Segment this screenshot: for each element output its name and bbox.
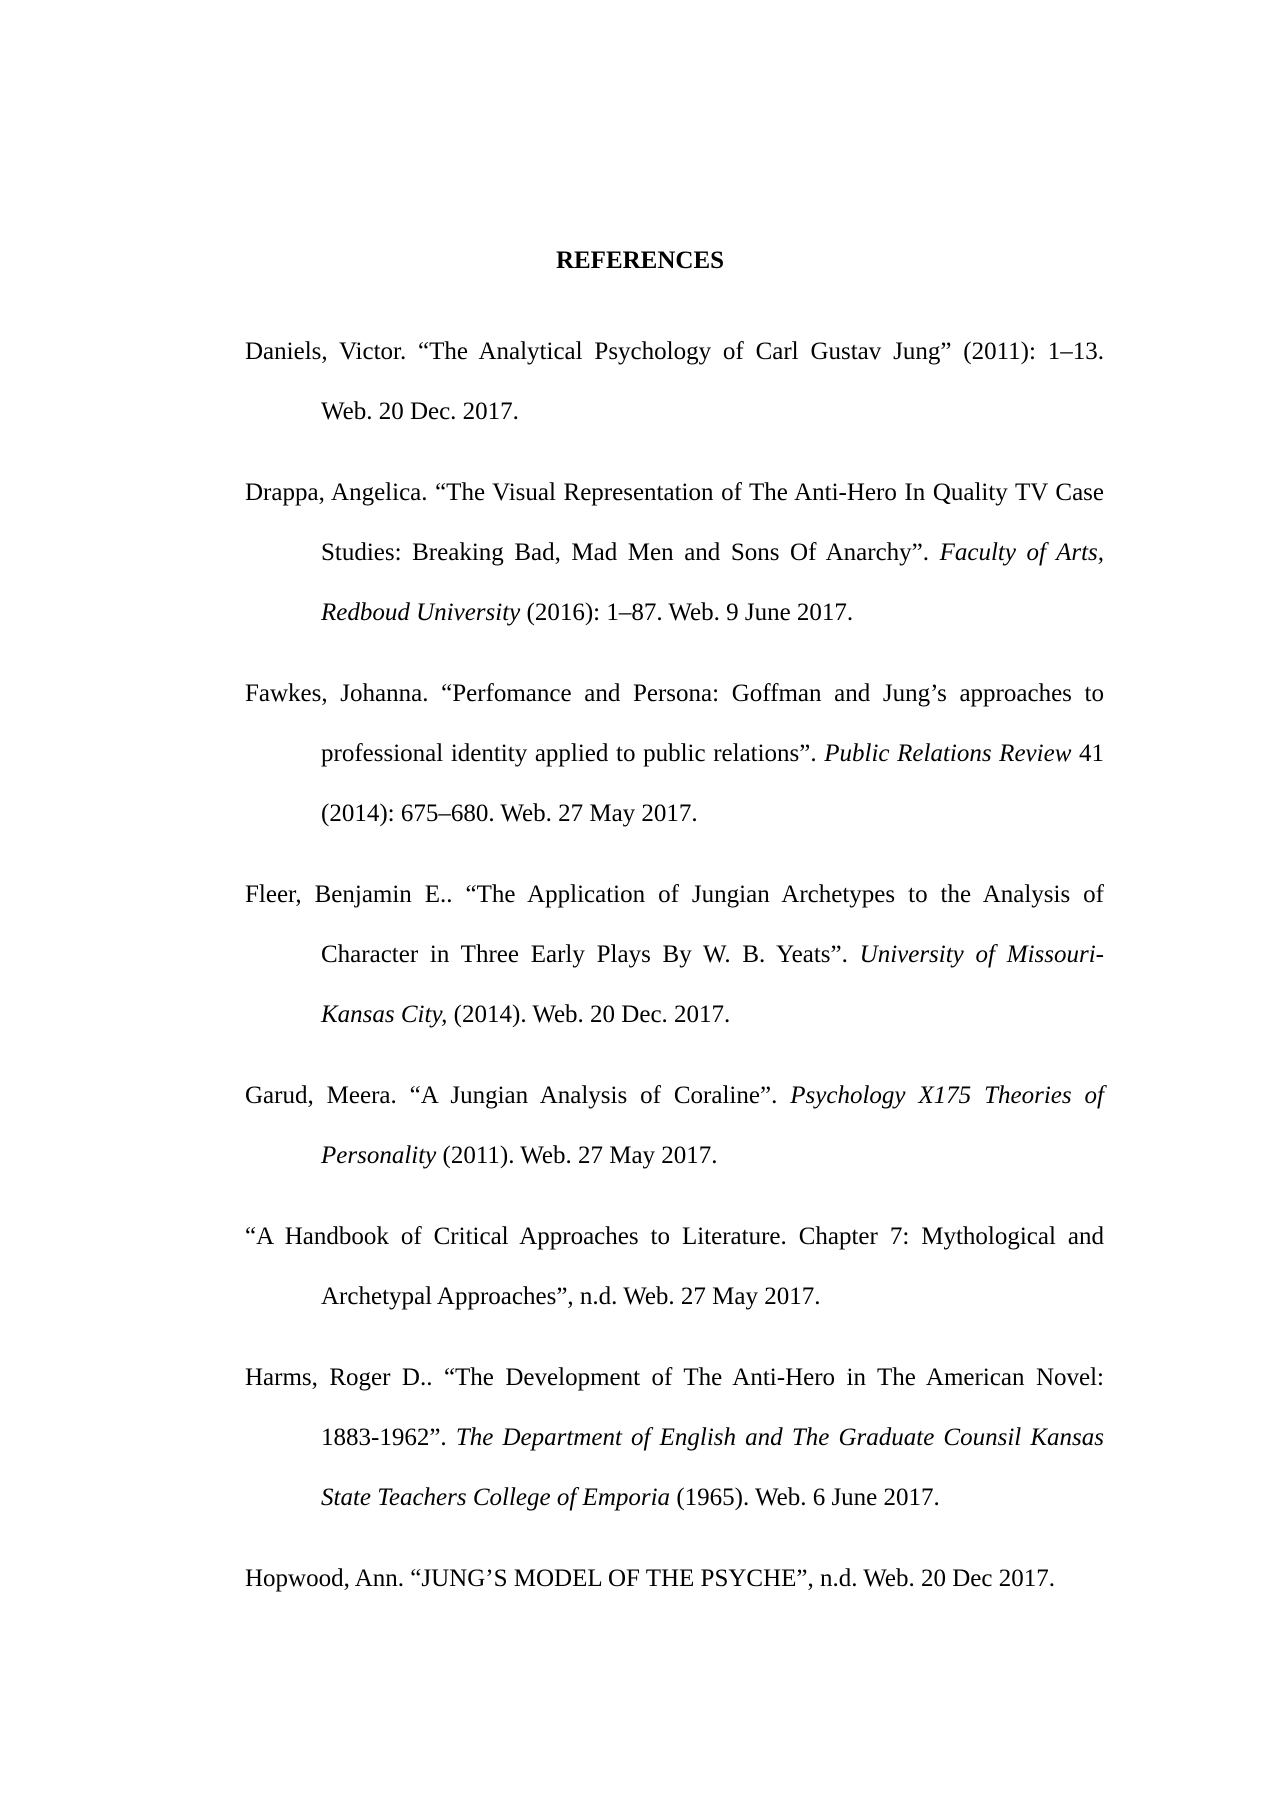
reference-entry [245,322,1104,442]
reference-list [245,322,1104,1630]
reference-text: Hopwood, Ann. “JUNG’S MODEL OF THE PSYCHE”, n.d. Web. 20 Dec 2017. [245,1565,1055,1592]
reference-text: Fleer, Benjamin E.. “The Application of Jungian Archetypes to the Analysis of Character in Three Early Plays By W. B. Yeats”. [245,881,1104,968]
reference-entry [245,1207,1104,1327]
reference-entry [245,865,1104,1045]
reference-text: “A Handbook of Critical Approaches to Literature. Chapter 7: Mythological and Archetypal Approaches”, n.d. Web. 27 May 2017. [245,1223,1104,1310]
reference-text: Garud, Meera. “A Jungian Analysis of Coraline”. [245,1082,791,1109]
reference-source: Public Relations Review [824,740,1072,767]
reference-details: (2016): 1–87. Web. 9 June 2017. [520,599,854,626]
reference-source: Psychology X175 Theories of Personality [321,1082,1104,1169]
reference-text: Harms, Roger D.. “The Development of The Anti-Hero in The American Novel: 1883-1962”. [245,1364,1104,1451]
reference-entry [245,1549,1104,1609]
reference-entry [245,664,1104,844]
reference-entry [245,1348,1104,1528]
reference-details: 41 (2014): 675–680. Web. 27 May 2017. [321,740,1104,827]
reference-entry [245,463,1104,643]
reference-text: Drappa, Angelica. “The Visual Representation of The Anti-Hero In Quality TV Case Studies: Breaking Bad, Mad Men and Sons Of Anarchy”. [245,479,1104,566]
reference-entry [245,1066,1104,1186]
page-title: REFERENCES [555,247,725,274]
reference-source: University of Missouri-Kansas City, [321,941,1104,1028]
reference-details: (2014). Web. 20 Dec. 2017. [447,1001,731,1028]
reference-details: (2011). Web. 27 May 2017. [436,1142,718,1169]
reference-source: Faculty of Arts, Redboud University [321,539,1104,626]
reference-text: Daniels, Victor. “The Analytical Psychology of Carl Gustav Jung” (2011): 1–13. Web. 20 Dec. 2017. [245,338,1104,425]
reference-text: Fawkes, Johanna. “Perfomance and Persona: Goffman and Jung’s approaches to professional identity applied to public relations”. [245,680,1104,767]
reference-source: The Department of English and The Graduate Counsil Kansas State Teachers College of Emporia [321,1424,1105,1511]
reference-details: (1965). Web. 6 June 2017. [670,1484,940,1511]
